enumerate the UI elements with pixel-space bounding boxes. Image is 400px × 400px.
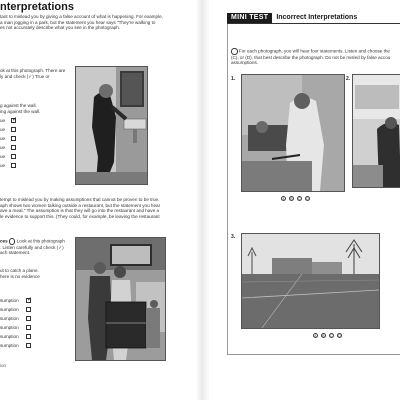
option-a[interactable]: A (282, 197, 285, 201)
airport-scene-graphic (76, 238, 165, 360)
photo-2-scene (353, 75, 400, 187)
statement-line: ut to catch a plane. (0, 268, 39, 273)
instruction-1 (0, 68, 72, 79)
instruction-2 (0, 238, 74, 256)
tf-label: ue (0, 118, 6, 123)
option-b[interactable]: B (290, 197, 293, 201)
right-page (209, 0, 400, 400)
instruction-line: ly and check (✓) True or (0, 73, 50, 79)
photo-airport (75, 237, 166, 361)
option-d[interactable]: D (306, 197, 309, 201)
option-b[interactable]: B (322, 334, 325, 338)
statement-line: g against the wall. (0, 103, 37, 108)
question-number: 3. (231, 234, 236, 240)
fountain-scene-graphic (76, 67, 147, 184)
photo-1-scene (242, 75, 344, 191)
tf-label: ue (0, 136, 6, 141)
instruction-line: Look at this photograph (16, 238, 65, 244)
statement-2 (0, 268, 74, 279)
intro-paragraph (0, 14, 197, 31)
tf-checkbox[interactable] (11, 163, 16, 168)
audio-icon (231, 48, 238, 55)
tf-checkbox[interactable] (11, 145, 16, 150)
option-c[interactable]: C (330, 334, 333, 338)
section-title: Incorrect Interpretations (276, 14, 358, 21)
audio-icon (9, 238, 16, 245)
paragraph-line: ave a meal." The assumption is that they will go into the restaurant and have a (0, 208, 160, 214)
photo-3 (241, 233, 380, 329)
option-a[interactable]: A (314, 334, 317, 338)
assumption-checkbox[interactable] (26, 316, 31, 321)
instruction-label: ces (0, 238, 8, 244)
statement-line: ing against the wall. (0, 108, 41, 114)
instruction-line: assumptions. (231, 60, 259, 66)
assumption-label: sumption (0, 334, 19, 339)
assumption-checkbox[interactable] (26, 307, 31, 312)
statement-line: here is no evidence (0, 273, 40, 279)
option-d[interactable]: D (338, 334, 341, 338)
photo-2 (352, 74, 400, 188)
question-number: 1. (231, 76, 236, 82)
instruction-line: (C), or (D), that best describe the photograph. Do not be misled by false accou (231, 54, 391, 60)
mini-test-tag: MINI TEST (227, 13, 272, 23)
tf-label: ue (0, 145, 6, 150)
tf-checkbox[interactable] (11, 127, 16, 132)
paragraph-2 (0, 197, 197, 219)
page-title: nterpretations (0, 1, 74, 13)
assumption-label: sumption (0, 316, 19, 321)
book-gutter (197, 0, 209, 400)
instruction-line: . Listen carefully and check (✓) (0, 244, 64, 250)
assumption-checkbox[interactable] (26, 343, 31, 348)
photo-3-scene (242, 234, 379, 328)
instruction-line: ach statement. (0, 250, 31, 256)
tf-label: ue (0, 163, 6, 168)
tf-label: ue (0, 127, 6, 132)
instruction-line: ok at this photograph. There are (0, 68, 66, 73)
option-c[interactable]: C (298, 197, 301, 201)
paragraph-line: aph shows two women talking outside a restaurant, but the statement you hear (0, 202, 161, 208)
assumption-label: sumption (0, 325, 19, 330)
mini-test-header (227, 13, 357, 22)
assumption-checkbox[interactable] (26, 325, 31, 330)
intro-line: es not accurately describe what you see in the photograph. (0, 25, 121, 31)
mini-test-instructions (231, 48, 400, 66)
left-page (0, 0, 197, 400)
assumption-label: sumption (0, 307, 19, 312)
paragraph-line: tempt to mislead you by making assumptions that cannot be proven to be true. (0, 197, 160, 202)
assumption-label: sumption (0, 343, 19, 348)
assumption-checkbox[interactable] (26, 334, 31, 339)
paragraph-line: le evidence to support this. (They could, for example, be leaving the restaurant (0, 213, 160, 219)
assumption-label: sumption (0, 298, 19, 303)
tf-checkbox[interactable] (11, 136, 16, 141)
instruction-line: For each photograph, you will hear four statements. Listen and choose the (238, 48, 390, 54)
tf-checkbox[interactable] (11, 154, 16, 159)
tf-checkbox[interactable] (11, 118, 16, 123)
intro-line: tant to mislead you by giving a false account of what is happening. For example, (0, 14, 163, 19)
photo-1 (241, 74, 345, 192)
question-number: 2. (346, 76, 351, 82)
page-number: ion (0, 363, 7, 368)
statement-1 (0, 103, 72, 114)
photo-fountain (75, 66, 148, 185)
intro-line: a man jogging in a park, but the statement you hear says "They're walking to (0, 19, 156, 25)
assumption-checkbox[interactable] (26, 298, 31, 303)
tf-label: ue (0, 154, 6, 159)
